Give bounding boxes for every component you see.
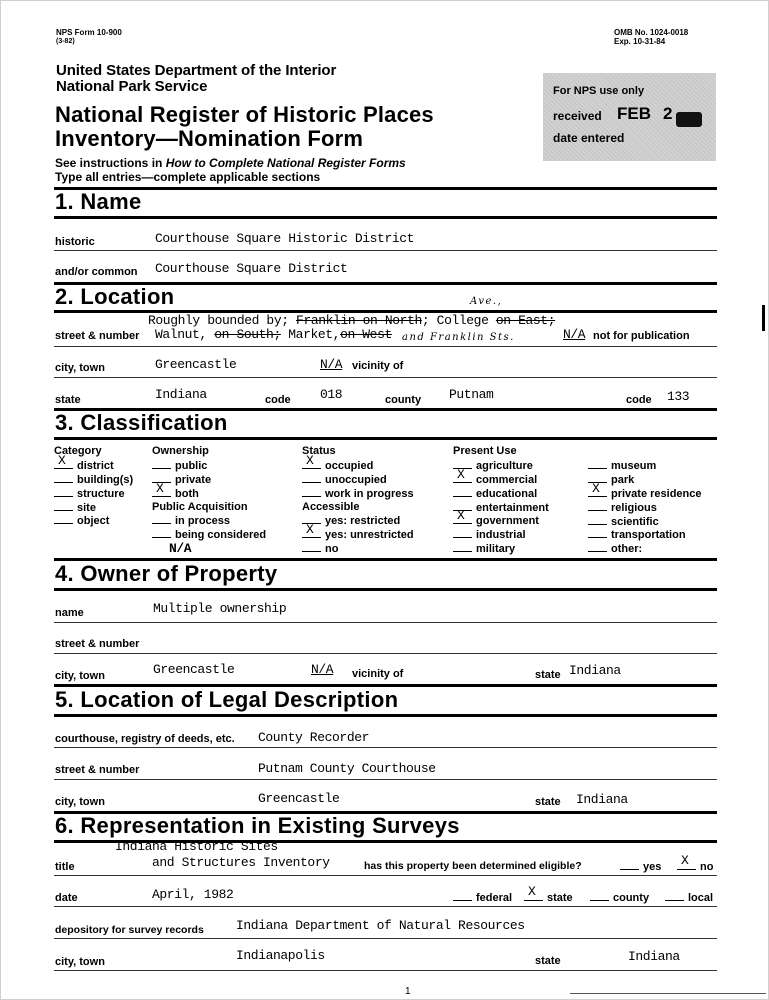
level-local-checkbox[interactable]: local [665,891,713,904]
county-label: county [385,394,422,406]
street-number-label: street & number [55,330,140,342]
struck-text: on West [340,327,392,342]
section-4-title: 4. Owner of Property [55,561,278,586]
legal-state-label: state [535,796,561,808]
checkbox-buildings[interactable]: building(s) [54,473,133,487]
struck-text: on East; [495,313,556,328]
survey-city-label: city, town [55,956,105,968]
legal-street-label: street & number [55,764,140,776]
checkbox-park[interactable]: park [588,473,702,487]
street-text: Walnut [155,327,200,342]
street-line-1[interactable]: Roughly bounded by; Franklin on North; College on East; [148,313,556,328]
survey-date-label: date [55,892,78,904]
owner-state-field[interactable]: Indiana [569,663,621,678]
owner-vicinity-value[interactable]: N/A [311,662,334,677]
checkbox-religious[interactable]: religious [588,501,702,515]
checkbox-government[interactable]: X government [453,514,549,528]
divider [54,779,717,780]
checkbox-public[interactable]: public [152,459,266,473]
present-use-group [453,445,549,556]
divider [54,875,717,876]
instructions-guide-title: How to Complete National Register Forms [165,156,406,170]
checkbox-educational[interactable]: educational [453,487,549,501]
form-number: NPS Form 10-900 [56,28,122,37]
state-label: state [55,394,81,406]
form-revision: (3-82) [56,38,75,45]
state-field[interactable]: Indiana [155,387,207,402]
state-code-field[interactable]: 018 [320,387,343,402]
date-entered-label: date entered [553,131,625,145]
survey-city-field[interactable]: Indianapolis [236,948,325,963]
vicinity-value[interactable]: N/A [320,357,343,372]
survey-date-field[interactable]: April, 1982 [152,887,234,902]
instructions-line2: Type all entries—complete applicable sections [55,170,321,184]
courthouse-field[interactable]: County Recorder [258,730,370,745]
level-state-checkbox[interactable]: X state [524,891,573,904]
instructions-line1 [55,156,406,170]
eligible-yes-checkbox[interactable]: yes [620,860,661,873]
divider [54,187,717,190]
not-for-publication-label: not for publication [593,330,690,342]
city-field[interactable]: Greencastle [155,357,237,372]
checkbox-transportation[interactable]: transportation [588,528,702,542]
form-title-line2: Inventory—Nomination Form [55,126,364,151]
accessible-heading: Accessible [302,500,360,513]
received-label: received [553,109,602,123]
received-stamp-day: 2 [663,104,673,123]
common-name-field[interactable]: Courthouse Square District [155,261,348,276]
service-name: National Park Service [56,78,208,95]
section-6-title: 6. Representation in Existing Surveys [55,813,460,838]
checkbox-private-residence[interactable]: X private residence [588,487,702,501]
owner-state-label: state [535,669,561,681]
survey-state-field[interactable]: Indiana [628,949,680,964]
owner-name-field[interactable]: Multiple ownership [153,601,287,616]
omb-number: OMB No. 1024-0018 [614,28,689,37]
ownership-heading: Ownership [152,445,209,457]
legal-city-field[interactable]: Greencastle [258,791,340,806]
present-use-heading: Present Use [453,445,517,457]
owner-vicinity-label: vicinity of [352,668,404,680]
street-text: Market [280,327,333,342]
struck-text: Franklin on North [296,313,422,328]
instructions-prefix: See instructions in [55,156,166,170]
checkbox-being-considered[interactable]: being considered [152,528,266,542]
divider [54,906,717,907]
historic-label: historic [55,236,95,248]
divider [54,653,717,654]
survey-title-line1[interactable]: Indiana Historic Sites [115,839,278,854]
legal-state-field[interactable]: Indiana [576,792,628,807]
level-county-checkbox[interactable]: county [590,891,649,904]
depository-label: depository for survey records [55,924,204,936]
checkbox-yes-unrestricted[interactable]: X yes: unrestricted [302,528,414,542]
category-heading: Category [54,445,102,457]
checkbox-private[interactable]: private [152,473,266,487]
checkbox-entertainment[interactable]: entertainment [453,501,549,515]
divider [54,970,717,971]
page-number: 1 [405,986,411,997]
agency-name: United States Department of the Interior [56,62,337,79]
form-title-line1: National Register of Historic Places [55,102,434,127]
owner-name-label: name [55,607,84,619]
legal-street-field[interactable]: Putnam County Courthouse [258,761,436,776]
public-acquisition-note: N/A [169,541,192,557]
survey-state-label: state [535,955,561,967]
status-group [302,445,414,556]
checkbox-museum[interactable]: museum [588,459,702,473]
nps-box-heading: For NPS use only [553,85,645,97]
not-for-publication-value[interactable]: N/A [563,327,586,342]
checkbox-no[interactable]: no [302,542,414,556]
scan-artifact-mark [762,305,765,331]
omb-expiration: Exp. 10-31-84 [614,37,666,46]
divider [54,346,717,347]
checkbox-occupied[interactable]: X occupied [302,459,414,473]
level-federal-checkbox[interactable]: federal [453,891,512,904]
category-group [54,445,133,528]
section-3-title: 3. Classification [55,410,228,435]
vicinity-label: vicinity of [352,360,404,372]
received-stamp-month: FEB [617,104,651,123]
divider [54,714,717,717]
owner-city-field[interactable]: Greencastle [153,662,235,677]
legal-city-label: city, town [55,796,105,808]
present-use-group-2 [588,459,702,556]
divider [54,588,717,591]
section-1-title: 1. Name [55,189,142,214]
survey-title-line2[interactable]: and Structures Inventory [152,855,330,870]
checkbox-unoccupied[interactable]: unoccupied [302,473,414,487]
checkbox-in-process[interactable]: in process [152,514,266,528]
divider [54,216,717,219]
city-label: city, town [55,362,105,374]
checkbox-commercial[interactable]: X commercial [453,473,549,487]
checkbox-other[interactable]: other: [588,542,702,556]
ownership-group [152,445,266,556]
owner-street-label: street & number [55,638,140,650]
street-line-2[interactable]: Walnut, on South; Market,on West [155,327,392,342]
checkbox-district[interactable]: X district [54,459,133,473]
handwritten-annotation: and Franklin Sts. [402,332,515,343]
state-code-label: code [265,394,291,406]
divider [54,250,717,251]
checkbox-yes-restricted[interactable]: yes: restricted [302,514,414,528]
checkbox-object[interactable]: object [54,514,133,528]
street-text: Roughly bounded by [148,313,282,328]
eligible-question: has this property been determined eligible? [364,860,582,872]
county-code-field[interactable]: 133 [667,389,690,404]
eligible-no-checkbox[interactable]: X no [677,860,713,873]
county-code-label: code [626,394,652,406]
status-heading: Status [302,445,336,457]
checkbox-both[interactable]: X both [152,487,266,501]
checkbox-work-in-progress[interactable]: work in progress [302,487,414,501]
public-acquisition-heading: Public Acquisition [152,500,248,513]
footer-line [570,993,766,994]
survey-title-label: title [55,861,75,873]
depository-field[interactable]: Indiana Department of Natural Resources [236,918,525,933]
checkbox-military[interactable]: military [453,542,549,556]
divider [54,938,717,939]
divider [54,622,717,623]
county-field[interactable]: Putnam [449,387,494,402]
divider [54,437,717,440]
courthouse-label: courthouse, registry of deeds, etc. [55,733,235,745]
divider [54,377,717,378]
street-text: ; College [421,313,496,328]
owner-city-label: city, town [55,670,105,682]
struck-text: on South; [214,327,281,342]
nps-use-only-box [543,73,716,161]
divider [54,747,717,748]
checkbox-site[interactable]: site [54,501,133,515]
received-stamp-year-smudge [676,112,702,127]
historic-name-field[interactable]: Courthouse Square Historic District [155,231,415,246]
checkbox-structure[interactable]: structure [54,487,133,501]
section-2-title: 2. Location [55,284,175,309]
checkbox-scientific[interactable]: scientific [588,515,702,529]
checkbox-industrial[interactable]: industrial [453,528,549,542]
handwritten-annotation: Ave., [470,296,503,307]
common-name-label: and/or common [55,266,138,278]
checkbox-agriculture[interactable]: agriculture [453,459,549,473]
section-5-title: 5. Location of Legal Description [55,687,399,712]
